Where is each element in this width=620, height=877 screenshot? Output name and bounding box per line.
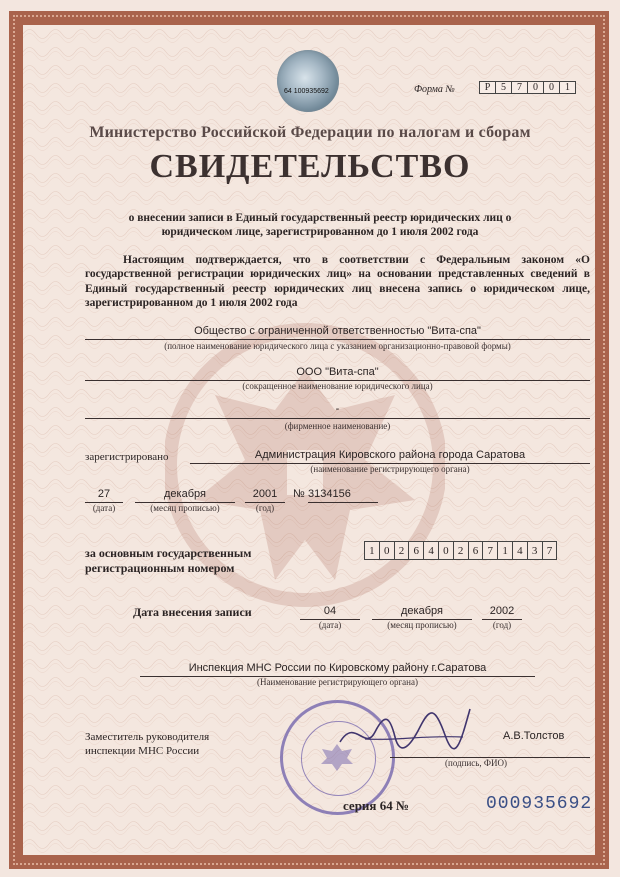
- entry-date-label: Дата внесения записи: [133, 605, 252, 619]
- ogrn-digit: 2: [453, 541, 469, 560]
- registered-label: зарегистрировано: [85, 451, 169, 463]
- signer-position-text: Заместитель руководителя: [85, 731, 210, 743]
- full-name-value: Общество с ограниченной ответственностью "Вита-спа": [194, 325, 481, 337]
- form-code-boxes: [480, 81, 576, 94]
- full-name-line: [85, 339, 590, 340]
- signer-position-line1: [85, 731, 245, 743]
- series-label: серия 64 №: [343, 798, 410, 813]
- form-code-char: 5: [495, 81, 512, 94]
- ogrn-digit: 7: [542, 541, 558, 560]
- short-name-caption: (сокращенное наименование юридического лица): [242, 381, 433, 391]
- form-code-char: Р: [479, 81, 496, 94]
- reg-number-line: [308, 502, 378, 503]
- entry-day: 04: [323, 605, 337, 617]
- reg-month: декабря: [164, 488, 206, 500]
- brand-name-line: [85, 418, 590, 419]
- document-title: СВИДЕТЕЛЬСТВО: [149, 148, 471, 185]
- form-label: Форма №: [414, 84, 455, 95]
- reg-year: 2001: [252, 488, 278, 500]
- document-subtitle: о внесении записи в Единый государственный реестр юридических лиц о юридическом лице, зарегистрированном до 1 июля 2002 года: [128, 212, 512, 238]
- ogrn-digit: 4: [423, 541, 439, 560]
- inspection-caption: (Наименование регистрирующего органа): [257, 677, 418, 687]
- registered-authority: Администрация Кировского района города Саратова: [254, 449, 526, 461]
- reg-day-caption: (дата): [92, 503, 116, 513]
- body-paragraph: Настоящим подтверждается, что в соответствии с Федеральным законом «О государственной регистрации юридических лиц» на основании представленных сведений в Единый государственный реестр юридических лиц внесена запись о юридическом лице, зарегистрированном до 1 июля 2002 года: [85, 254, 590, 309]
- ogrn-digit: 0: [438, 541, 454, 560]
- ogrn-digit: 7: [482, 541, 498, 560]
- hologram-seal: [277, 50, 339, 112]
- entry-month: декабря: [401, 605, 443, 617]
- reg-day: 27: [97, 488, 111, 500]
- reg-number-label: №: [293, 488, 305, 500]
- entry-month-caption: (месяц прописью): [387, 620, 457, 630]
- form-code-char: 7: [511, 81, 528, 94]
- ogrn-digit: 6: [408, 541, 424, 560]
- ogrn-digit: 4: [512, 541, 528, 560]
- ogrn-digit: 0: [379, 541, 395, 560]
- series-number: 000935692: [486, 794, 593, 814]
- ministry-heading: Министерство Российской Федерации по налогам и сборам: [89, 124, 531, 141]
- form-code-char: 1: [559, 81, 576, 94]
- entry-year: 2002: [489, 605, 515, 617]
- entry-year-caption: (год): [492, 620, 512, 630]
- ogrn-digit: 1: [497, 541, 513, 560]
- ogrn-label-line1: за основным государственным: [85, 546, 252, 560]
- reg-month-caption: (месяц прописью): [150, 503, 220, 513]
- form-code-char: 0: [543, 81, 560, 94]
- brand-name-caption: (фирменное наименование): [284, 421, 391, 431]
- signature: [335, 697, 475, 757]
- signer-name: А.В.Толстов: [503, 730, 565, 742]
- ogrn-boxes: [365, 541, 557, 560]
- reg-year-caption: (год): [255, 503, 275, 513]
- ogrn-digit: 3: [527, 541, 543, 560]
- ogrn-digit: 1: [364, 541, 380, 560]
- hologram-number: 64 100935692: [284, 88, 329, 95]
- inspection-value: Инспекция МНС России по Кировскому району г.Саратова: [188, 662, 487, 674]
- signer-caption: (подпись, ФИО): [445, 758, 507, 768]
- ogrn-label-line2: регистрационным номером: [85, 561, 235, 575]
- form-code-char: 0: [527, 81, 544, 94]
- reg-number: 3134156: [308, 488, 351, 500]
- full-name-caption: (полное наименование юридического лица с указанием организационно-правовой формы): [164, 341, 511, 351]
- registered-caption: (наименование регистрирующего органа): [310, 464, 470, 474]
- entry-day-caption: (дата): [318, 620, 342, 630]
- short-name-value: ООО "Вита-спа": [296, 366, 379, 378]
- ogrn-digit: 6: [468, 541, 484, 560]
- ogrn-digit: 2: [394, 541, 410, 560]
- brand-name-value: -: [335, 403, 340, 415]
- signer-position-line2: инспекции МНС России: [85, 745, 200, 757]
